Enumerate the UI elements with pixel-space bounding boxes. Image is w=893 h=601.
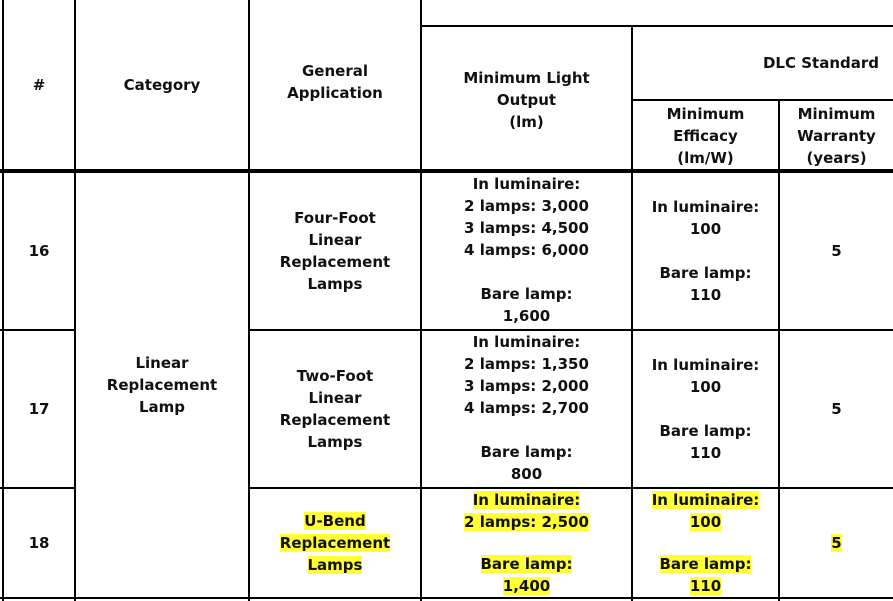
row-application — [250, 331, 420, 487]
rule — [632, 99, 893, 101]
output-line: Bare lamp: — [480, 443, 573, 461]
output-line: Bare lamp: — [480, 285, 573, 303]
header-line: Minimum Light — [463, 69, 590, 87]
header-min-efficacy — [633, 103, 778, 169]
header-line: Minimum — [797, 105, 876, 123]
row-application — [250, 489, 420, 597]
efficacy-line: 100 — [689, 378, 722, 396]
efficacy-line: In luminaire: — [651, 356, 760, 374]
category-line: Lamp — [138, 398, 186, 416]
header-line: Warranty — [797, 127, 876, 145]
output-line: 2 lamps: 1,350 — [464, 355, 589, 373]
header-dlc-standard — [633, 27, 891, 99]
header-category — [76, 0, 248, 169]
header-line: General — [302, 62, 368, 80]
row-num — [4, 489, 74, 597]
header-line: Output — [496, 91, 557, 109]
app-line: Linear — [308, 231, 362, 249]
category-cell — [76, 173, 248, 597]
app-line: Four-Foot — [294, 209, 376, 227]
row-num-label: 17 — [28, 400, 50, 418]
output-line: 3 lamps: 2,000 — [464, 377, 589, 395]
efficacy-line: Bare lamp: — [659, 555, 752, 573]
output-line: 4 lamps: 6,000 — [464, 241, 589, 259]
row-num-label: 18 — [28, 534, 50, 552]
output-line: 800 — [510, 465, 543, 483]
app-line: Lamps — [307, 275, 363, 293]
row-output — [422, 173, 631, 329]
output-line: 2 lamps: 2,500 — [464, 513, 589, 531]
row-warranty — [780, 331, 893, 487]
output-line: 2 lamps: 3,000 — [464, 197, 589, 215]
app-line: U-Bend — [304, 512, 366, 530]
row-efficacy — [633, 173, 778, 329]
output-line: In luminaire: — [472, 491, 581, 509]
row-warranty — [780, 489, 893, 597]
header-line: (years) — [806, 149, 867, 167]
app-line: Replacement — [279, 534, 391, 552]
app-line: Replacement — [279, 411, 391, 429]
category-line: Linear — [135, 354, 189, 372]
category-line: Replacement — [106, 376, 218, 394]
efficacy-line: 100 — [689, 513, 722, 531]
app-line: Replacement — [279, 253, 391, 271]
efficacy-line: Bare lamp: — [659, 264, 752, 282]
row-warranty — [780, 173, 893, 329]
efficacy-line: In luminaire: — [651, 198, 760, 216]
output-line: Bare lamp: — [480, 555, 573, 573]
header-line: (lm/W) — [677, 149, 734, 167]
header-min-warranty — [780, 103, 893, 169]
header-line: Efficacy — [673, 127, 738, 145]
header-num — [4, 0, 74, 169]
efficacy-line: 100 — [689, 220, 722, 238]
row-num — [4, 331, 74, 487]
header-line: Minimum — [666, 105, 745, 123]
warranty-value: 5 — [831, 534, 842, 552]
row-output — [422, 331, 631, 487]
output-line: In luminaire: — [472, 333, 581, 351]
output-line: 1,400 — [502, 577, 551, 595]
efficacy-line: 110 — [689, 577, 722, 595]
efficacy-line: Bare lamp: — [659, 422, 752, 440]
row-efficacy — [633, 489, 778, 597]
row-num — [4, 173, 74, 329]
output-line: 4 lamps: 2,700 — [464, 399, 589, 417]
app-line: Lamps — [307, 556, 363, 574]
app-line: Lamps — [307, 433, 363, 451]
efficacy-line: 110 — [689, 444, 722, 462]
app-line: Linear — [308, 389, 362, 407]
warranty-value: 5 — [831, 400, 842, 418]
row-application — [250, 173, 420, 329]
output-line: In luminaire: — [472, 175, 581, 193]
header-num-label: # — [32, 75, 46, 94]
header-line: Application — [287, 84, 383, 102]
header-category-label: Category — [123, 75, 201, 94]
efficacy-line: 110 — [689, 286, 722, 304]
header-general-application — [250, 60, 420, 112]
row-num-label: 16 — [28, 242, 50, 260]
app-line: Two-Foot — [296, 367, 374, 385]
header-line: (lm) — [509, 113, 544, 131]
row-output — [422, 489, 631, 597]
warranty-value: 5 — [831, 242, 842, 260]
efficacy-line: In luminaire: — [651, 491, 760, 509]
rule — [0, 597, 893, 599]
output-line: 1,600 — [502, 307, 551, 325]
header-dlc-standard-label: DLC Standard — [762, 54, 879, 72]
output-line: 3 lamps: 4,500 — [464, 219, 589, 237]
row-efficacy — [633, 331, 778, 487]
header-min-light-output — [422, 67, 631, 137]
